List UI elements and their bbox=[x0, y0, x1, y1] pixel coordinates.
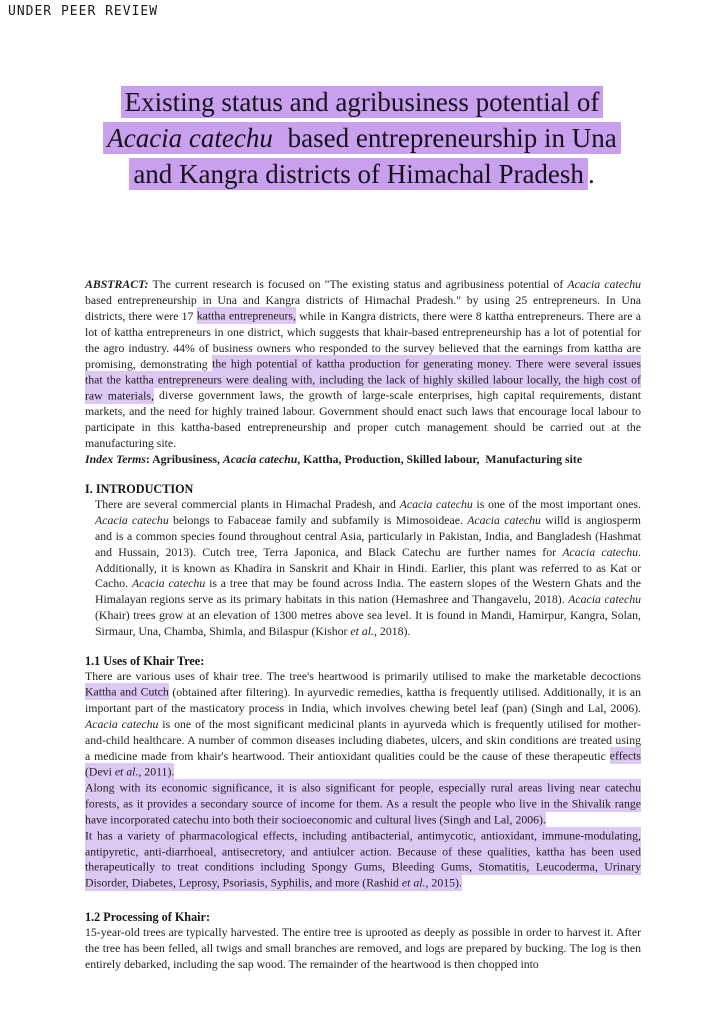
text-run: Acacia catechu bbox=[567, 277, 641, 291]
text-run: while in Kangra districts, there were 8 kattha entrepreneurs. There are a lot of kattha entrepreneurs in one district, which suggests that khair-based entrepreneurship has a lot of potential for the agro industry. 44% of business owners who responded to the survey believed that the earnings from kattha are promising, demonstrating bbox=[85, 308, 641, 371]
text-run: . Additionally, it is known as Khadira in Sanskrit and Khair in Hindi. Earlier, this plant was referred to as Kat or Cacho. bbox=[95, 544, 641, 591]
text-run: : Agribusiness, bbox=[145, 451, 223, 466]
text-run: et al. bbox=[350, 624, 375, 639]
text-run: 15-year-old trees are typically harvested. The entire tree is uprooted as deeply as possible in order to harvest it. After the tree has been felled, all twigs and small branches are removed, and logs are prepared by bucking. The log is then entirely debarked, including the sap wood. The remainder of the heartwood is then chopped into bbox=[85, 924, 641, 971]
text-run: The current research is focused on "The existing status and agribusiness potential of bbox=[152, 277, 568, 291]
text-run: Along with its economic significance, it is also significant for people, especially rural areas living near catechu forests, as it provides a secondary source of income for them. As a result the people who live in the Shivalik range have incorporated catechu into both their socioeconomic and cultural lives (Singh and Lal, 2006). bbox=[85, 780, 641, 827]
text-run: Acacia catechu bbox=[85, 716, 159, 731]
peer-review-banner: UNDER PEER REVIEW bbox=[8, 4, 159, 19]
text-run: , 2015). bbox=[425, 875, 462, 890]
text-run: Acacia catechu bbox=[562, 544, 639, 559]
text-run: the high potential of kattha production for generating money. There were several issues that the kattha entrepreneurs were dealing with, including the lack of highly skilled labour locally, the high cost of raw materials, bbox=[85, 356, 641, 403]
text-run: Acacia catechu bbox=[131, 576, 206, 591]
subsection-heading-uses-of-khair-tree: 1.1 Uses of Khair Tree: bbox=[85, 654, 205, 669]
processing-paragraph bbox=[85, 925, 641, 973]
text-run: There are several commercial plants in Himachal Pradesh, and bbox=[95, 496, 400, 511]
index-terms-line bbox=[85, 452, 641, 468]
text-run: et al. bbox=[401, 875, 426, 890]
subsection-heading-processing-of-khair: 1.2 Processing of Khair: bbox=[85, 909, 211, 924]
text-run: willd is angiosperm and is a common species found throughout central Asia, particularly in Pakistan, India, and Bangladesh (Hashmat and Hussain, 2013). Cutch tree, Terra Japonica, and Black Catechu are further names for bbox=[95, 512, 641, 559]
abstract-paragraph bbox=[85, 277, 641, 452]
text-run: et al. bbox=[114, 764, 139, 779]
text-run: kattha entrepreneurs, bbox=[196, 308, 296, 323]
text-run: and Kangra districts of Himachal Pradesh bbox=[129, 158, 588, 190]
text-run: (Khair) trees grow at an elevation of 1300 metres above sea level. It is found in Mandi, Hamirpur, Kangra, Solan, Sirmaur, Una, Chamba, Shimla, and Bilaspur (Kishor bbox=[95, 608, 641, 639]
text-run: based entrepreneurship in Una and Kangra districts of Himachal Pradesh." by using 25 entrepreneurs. In Una districts, there were 17 bbox=[85, 292, 641, 323]
text-run: Kattha and Cutch bbox=[85, 684, 169, 699]
paper-title-line bbox=[0, 84, 724, 120]
text-run: Existing status and agribusiness potential of bbox=[121, 86, 604, 118]
text-run: ABSTRACT: bbox=[85, 277, 153, 291]
text-run: , 2018). bbox=[374, 624, 411, 639]
paper-body bbox=[85, 277, 641, 972]
uses-paragraph bbox=[85, 669, 641, 780]
text-run: Acacia catechu bbox=[103, 122, 277, 154]
text-run: Acacia catechu bbox=[222, 451, 298, 466]
text-run: . bbox=[587, 159, 595, 189]
section-heading-introduction: I. INTRODUCTION bbox=[85, 481, 194, 496]
text-run: diverse government laws, the growth of large-scale enterprises, high capital requirements, distant markets, and the need for highly trained labour. Government should enact such laws that encourage local labour to participate in this kattha-based entrepreneurship and proper cutch management should be carried out at the manufacturing site. bbox=[85, 388, 641, 451]
text-run: Acacia catechu bbox=[399, 496, 473, 511]
text-run: Acacia catechu bbox=[467, 512, 541, 527]
text-run: effects (Devi bbox=[85, 748, 641, 779]
text-run: Acacia catechu bbox=[568, 592, 641, 607]
text-run: There are various uses of khair tree. The tree's heartwood is primarily utilised to make the marketable decoctions bbox=[85, 669, 641, 684]
text-run: is one of the most important ones. bbox=[472, 496, 642, 511]
paper-title-line bbox=[0, 156, 724, 192]
text-run: based entrepreneurship in Una bbox=[277, 122, 621, 154]
uses-paragraph-highlighted-economic bbox=[85, 780, 641, 828]
uses-paragraph-highlighted-pharmacological bbox=[85, 828, 641, 892]
paper-title-line bbox=[0, 120, 724, 156]
text-run: Acacia catechu bbox=[95, 512, 169, 527]
text-run: is one of the most significant medicinal plants in ayurveda which is frequently utilised for mother-and-child healthcare. A number of common diseases including diabetes, ulcers, and skin conditions are treated using a medicine made from khair's heartwood. Their antioxidant qualities could be the cause of these therapeutic bbox=[85, 716, 641, 763]
text-run: It has a variety of pharmacological effects, including antibacterial, antimycotic, antioxidant, immune-modulating, antipyretic, anti-diarrhoeal, antisecretory, and antiulcer action. Because of these qualities, kattha has been used therapeutically to treat conditions including Spongy Gums, Bleeding Gums, Stomatitis, Leucoderma, Urinary Disorder, Diabetes, Leprosy, Psoriasis, Syphilis, and more (Rashid bbox=[85, 828, 641, 890]
text-run: Index Terms bbox=[85, 451, 146, 466]
introduction-paragraph bbox=[85, 497, 641, 640]
text-run: (obtained after filtering). In ayurvedic remedies, kattha is frequently utilised. Additionally, it is an important part of the masticatory process in India, which involves chewing betel leaf (pan) (Singh and Lal, 2006). bbox=[85, 684, 641, 715]
text-run: is a tree that may be found across India. The eastern slopes of the Western Ghats and the Himalayan regions serve as its primary habitats in this nation (Hemashree and Thangavelu, 2018). bbox=[95, 576, 641, 607]
text-run: , Kattha, Production, Skilled labour, Manufacturing site bbox=[297, 451, 583, 466]
paper-title bbox=[0, 84, 724, 192]
text-run: belongs to Fabaceae family and subfamily is Mimosoideae. bbox=[168, 512, 468, 527]
text-run: , 2011). bbox=[138, 764, 175, 779]
